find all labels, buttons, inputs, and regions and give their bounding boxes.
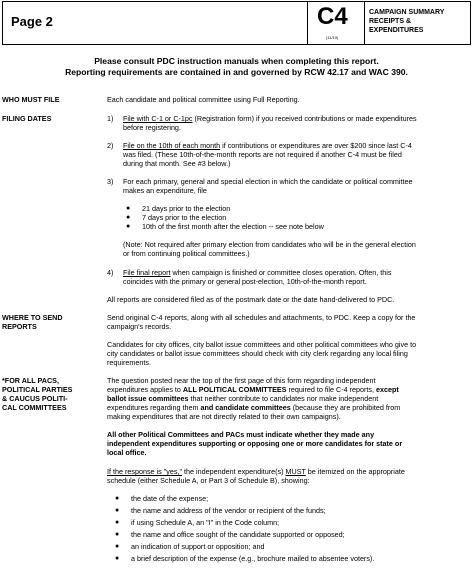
- form-id: C4: [317, 3, 348, 30]
- pacs-q-2d: except: [375, 385, 399, 394]
- pacs-q-line-4: [107, 403, 400, 412]
- item-2-line-2: was filed. (These 10th-of-the-month reports are not required if another C-4 must be filed: [123, 150, 402, 159]
- deadline-bullet: [126, 204, 231, 213]
- pacs-q-2b: ALL POLITICAL COMMITTEES: [182, 385, 287, 394]
- pacs-bold-line-3: local office.: [107, 448, 147, 457]
- pacs-if-must: MUST: [285, 467, 306, 476]
- who-must-file-label: WHO MUST FILE: [2, 95, 60, 104]
- form-revision: (11/10): [326, 35, 339, 40]
- bullet-icon: ●: [126, 205, 131, 212]
- pacs-q-4c: (because they are prohibited from: [290, 403, 401, 412]
- pacs-if-rest-2: be itemized on the appropriate: [305, 467, 405, 476]
- bullet-icon: ●: [115, 519, 120, 526]
- item-2-line-1: [123, 141, 412, 150]
- filing-dates-label: FILING DATES: [2, 114, 52, 123]
- pacs-if-line-1: [107, 467, 405, 476]
- where-p2-line-1: Candidates for city offices, city ballot issue committees and other political committees who give to: [107, 340, 417, 349]
- pacs-bold-line-2: independent expenditures supporting or opposing one or more candidates for state or: [107, 439, 403, 448]
- bullet-icon: ●: [126, 214, 131, 221]
- where-p2-line-2: city candidates or ballot issue committees should check with city clerk regarding any local filing: [107, 349, 408, 358]
- form-title-line-2: RECEIPTS &: [369, 18, 412, 25]
- list-item: [115, 554, 375, 563]
- pacs-q-2a: expenditures applies to: [107, 385, 183, 394]
- list-item: [115, 542, 265, 551]
- item-2-number: 2): [107, 141, 114, 150]
- where-p2-line-3: requirements.: [107, 358, 151, 367]
- deadline-bullet: [126, 222, 324, 231]
- note-line-1: (Note: Not required after primary election from candidates who will be in the general election: [123, 240, 416, 249]
- pacs-q-line-5: making expenditures that are not directly related to their own campaigns).: [107, 412, 341, 421]
- pacs-q-line-1: The question posted near the top of the first page of this form regarding independent: [107, 376, 376, 385]
- who-must-file-text: Each candidate and political committee using Full Reporting.: [107, 95, 300, 104]
- list-item-text: if using Schedule A, an "I" in the Code column;: [131, 518, 280, 527]
- bullet-icon: ●: [126, 223, 131, 230]
- where-p1-line-2: campaign's records.: [107, 322, 172, 331]
- list-item: [115, 494, 209, 503]
- bullet-icon: ●: [115, 531, 120, 538]
- pacs-if-rest-1: the independent expenditure(s): [182, 467, 286, 476]
- item-2-rest: if contributions or expenditures are over $200 since last C-4: [220, 141, 412, 150]
- deadline-7-days: 7 days prior to the election: [142, 213, 227, 222]
- list-item-text: the name and office sought of the candidate supported or opposed;: [131, 530, 345, 539]
- item-3-line-1: For each primary, general and special election in which the candidate or political committee: [123, 177, 413, 186]
- form-title-cell: [365, 2, 470, 44]
- pacs-q-3b: that neither contribute to candidates nor make independent: [188, 394, 379, 403]
- pacs-q-4b: and candidate committees: [200, 403, 291, 412]
- where-label-line-2: REPORTS: [2, 322, 37, 331]
- item-1-underlined: File with C-1 or C-1pc: [123, 114, 193, 123]
- pacs-label-line-1: *FOR ALL PACS,: [2, 376, 59, 385]
- pacs-q-3a: ballot issue committees: [107, 394, 189, 403]
- bullet-icon: ●: [115, 495, 120, 502]
- item-4-number: 4): [107, 268, 114, 277]
- note-line-2: or from continuing political committees.): [123, 249, 250, 258]
- item-3-line-2: makes an expenditure, file: [123, 186, 207, 195]
- list-item-text: a brief description of the expense (e.g., brochure mailed to absentee voters).: [131, 554, 375, 563]
- filed-as-of-text: All reports are considered filed as of the postmark date or the date hand-delivered to PDC.: [107, 295, 395, 304]
- bullet-icon: ●: [115, 543, 120, 550]
- pacs-if-line-2: schedule (either Schedule A, or Part 3 of Schedule B), showing:: [107, 476, 310, 485]
- list-item-text: an indication of support or opposition; and: [131, 542, 265, 551]
- where-to-send-label: [2, 313, 102, 331]
- item-3-number: 3): [107, 177, 114, 186]
- list-item: [115, 518, 280, 527]
- item-1-rest: (Registration form) if you received contributions or made expenditures: [192, 114, 417, 123]
- item-1-number: 1): [107, 114, 114, 123]
- pacs-if-underlined: If the response is "yes,": [107, 467, 183, 476]
- bullet-icon: ●: [115, 555, 120, 562]
- form-header: [2, 1, 471, 45]
- item-1-line-2: before registering.: [123, 123, 181, 132]
- form-title-line-3: EXPENDITURES: [369, 27, 424, 34]
- pacs-label: [2, 376, 102, 412]
- intro-line-2: Reporting requirements are contained in and governed by RCW 42.17 and WAC 390.: [65, 67, 408, 77]
- item-1-line-1: [123, 114, 417, 123]
- item-4-line-2: coincides with the primary or general post-election, 10th-of-the-month report.: [123, 277, 367, 286]
- pacs-label-line-3: & CAUCUS POLITI-: [2, 394, 68, 403]
- deadline-10th-of-month: 10th of the first month after the election -- see note below: [142, 222, 324, 231]
- item-4-underlined: File final report: [123, 268, 171, 277]
- item-4-rest: when campaign is finished or committee closes operation. Often, this: [170, 268, 392, 277]
- list-item: [115, 506, 326, 515]
- pacs-label-line-4: CAL COMMITTEES: [2, 403, 67, 412]
- pacs-label-line-2: POLITICAL PARTIES: [2, 385, 73, 394]
- pacs-bold-line-1: All other Political Committees and PACs must indicate whether they made any: [107, 430, 375, 439]
- pacs-q-line-3: [107, 394, 378, 403]
- deadline-21-days: 21 days prior to the election: [142, 204, 231, 213]
- item-2-underlined: File on the 10th of each month: [123, 141, 221, 150]
- intro-notice: [0, 56, 473, 78]
- deadline-bullet: [126, 213, 227, 222]
- pacs-q-2c: required to file C-4 reports,: [286, 385, 376, 394]
- bullet-icon: ●: [115, 507, 120, 514]
- item-2-line-3: during that month. See #3 below.): [123, 159, 231, 168]
- pacs-q-line-2: [107, 385, 399, 394]
- list-item: [115, 530, 345, 539]
- form-title-line-1: CAMPAIGN SUMMARY: [369, 9, 445, 16]
- where-p1-line-1: Send original C-4 reports, along with all schedules and attachments, to PDC. Keep a copy for the: [107, 313, 416, 322]
- page-number-cell: [3, 2, 308, 44]
- item-4-line-1: [123, 268, 391, 277]
- pacs-q-4a: expenditures regarding them: [107, 403, 201, 412]
- page-number: Page 2: [11, 14, 53, 29]
- form-id-cell: [308, 2, 365, 44]
- where-label-line-1: WHERE TO SEND: [2, 313, 63, 322]
- list-item-text: the date of the expense;: [131, 494, 209, 503]
- list-item-text: the name and address of the vendor or recipient of the funds;: [131, 506, 326, 515]
- intro-line-1: Please consult PDC instruction manuals when completing this report.: [94, 56, 379, 66]
